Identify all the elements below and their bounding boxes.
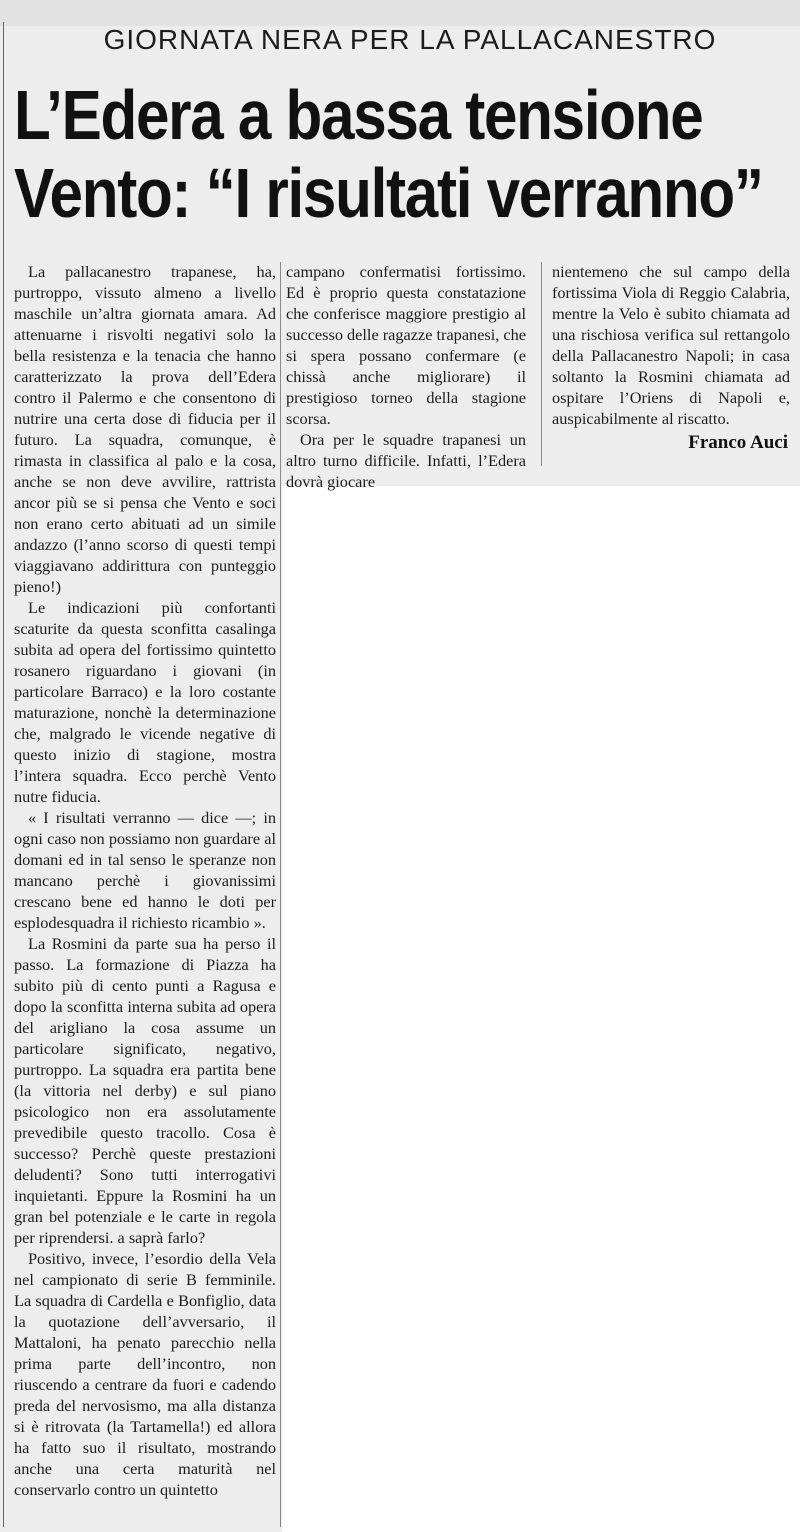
paragraph: Ora per le squadre trapanesi un altro turno difficile. Infatti, l’Edera dovrà giocare (286, 430, 526, 491)
column-divider-2 (541, 262, 542, 466)
paragraph: campano confermatisi fortissimo. Ed è proprio questa constatazione che conferisce maggiore prestigio al successo delle ragazze trapanesi, che si spera possano confermare (e chissà anche migliorare) il prestigioso torneo della stagione scorsa. (286, 262, 527, 428)
headline-line-1: L’Edera a bassa tensione (14, 76, 703, 154)
article-kicker: GIORNATA NERA PER LA PALLACANESTRO (103, 24, 717, 55)
byline: Franco Auci (688, 432, 788, 453)
headline-line-2: Vento: “I risultati verranno” (14, 154, 763, 232)
bleed-through-strip (0, 0, 800, 26)
clipping-left-edge (3, 22, 4, 1527)
paragraph: nientemeno che sul campo della fortissima Viola di Reggio Calabria, mentre la Velo è subito chiamata ad una rischiosa verifica sul rettangolo della Pallacanestro Napoli; in casa soltanto la Rosmini chiamata ad ospitare l’Oriens di Napoli e, auspicabilmente al riscatto. (552, 262, 790, 428)
paragraph: Positivo, invece, l’esordio della Vela nel campionato di serie B femminile. La squadra di Cardella e Bonfiglio, data la quotazione dell’avversario, il Mattaloni, ha penato parecchio nella prima parte dell’incontro, non riuscendo a centrare da fuori e cadendo preda del nervosismo, ma alla distanza si è ritrovata (la Tartamella!) ed allora ha fatto suo il risultato, mostrando anche una certa maturità nel conservarlo contro un quintetto (14, 1249, 276, 1499)
article-column-1 (14, 261, 276, 1500)
paragraph: « I risultati verranno — dice —; in ogni caso non possiamo non guardare al domani ed in tal senso le speranze non mancano perchè i giovanissimi crescano bene ed hanno le doti per esplodesquadra il richiesto ricambio ». (14, 808, 276, 932)
column-divider-1 (280, 262, 281, 1527)
paragraph: Le indicazioni più confortanti scaturite da questa sconfitta casalinga subita ad opera del fortissimo quintetto rosanero riguardano i giovani (in particolare Barraco) e la loro costante maturazione, nonchè la determinazione che, malgrado le vicende negative di questo inizio di stagione, mostra l’intera squadra. Ecco perchè Vento nutre fiducia. (14, 598, 276, 806)
article-column-2 (286, 261, 526, 492)
paragraph: La pallacanestro trapanese, ha, purtroppo, vissuto almeno a livello maschile un’altra giornata amara. Ad attenuarne i risvolti negativi solo la bella resistenza e la tenacia che hanno caratterizzato la prova dell’Edera contro il Palermo e che consentono di nutrire una certa dose di fiducia per il futuro. La squadra, comunque, è rimasta in classifica al palo e la cosa, anche se non deve avvilire, rattrista ancor più se si pensa che Vento e soci non erano certo abituati ad un simile andazzo (l’anno scorso di questi tempi viaggiavano addirittura con punteggio pieno!) (14, 262, 276, 596)
article-column-3 (552, 261, 790, 429)
paragraph: La Rosmini da parte sua ha perso il passo. La formazione di Piazza ha subito più di cento punti a Ragusa e dopo la sconfitta interna subita ad opera del arigliano la cosa assume un particolare significato, negativo, purtroppo. La squadra era partita bene (la vittoria nel derby) e sul piano psicologico non era assolutamente prevedibile questo tracollo. Cosa è successo? Perchè queste prestazioni deludenti? Sono tutti interrogativi inquietanti. Eppure la Rosmini ha un gran bel potenziale e le carte in regola per riprendersi. a saprà farlo? (14, 934, 276, 1247)
